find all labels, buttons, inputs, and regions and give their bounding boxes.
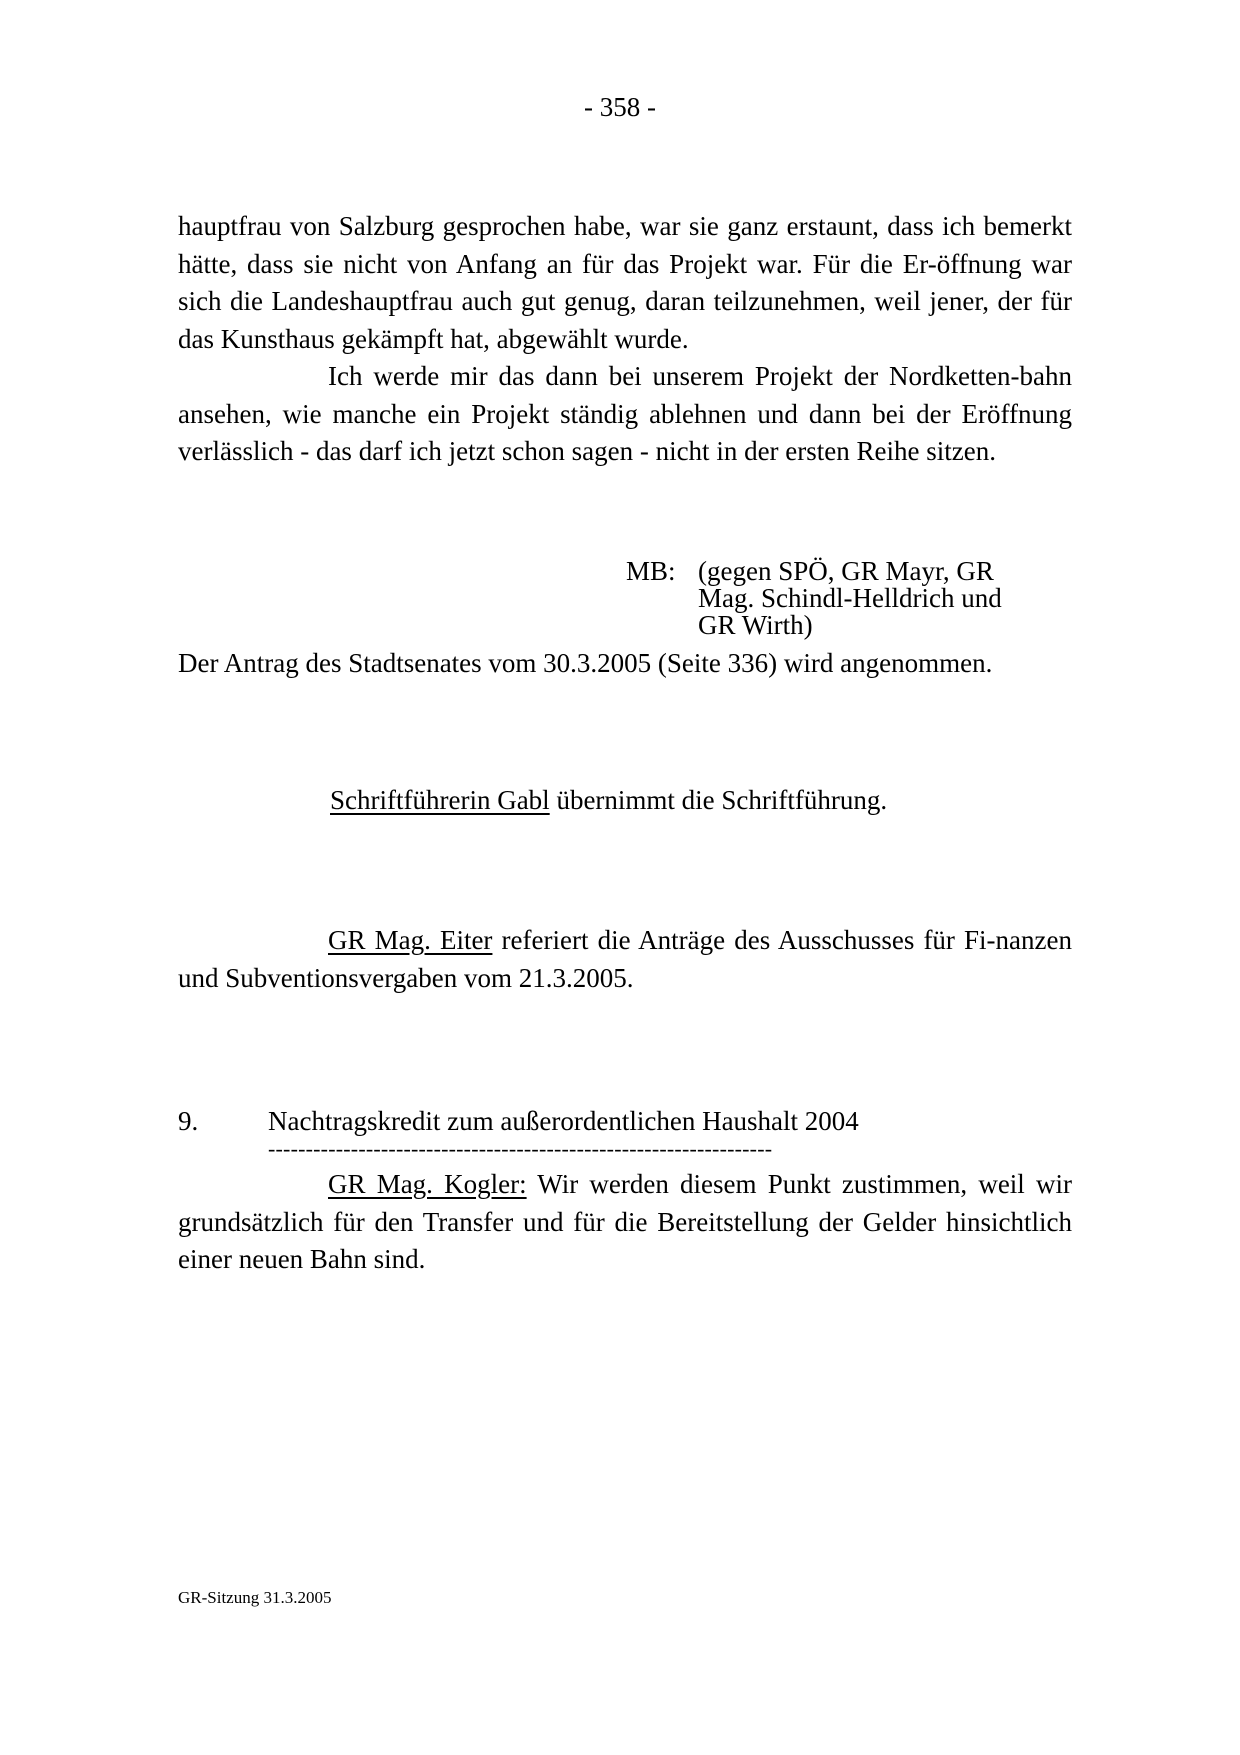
referent-text: referiert die Anträge des Ausschusses für Fi-nanzen und Subventionsvergaben vom 21.3.2005.	[178, 925, 1072, 993]
vote-line-3: GR Wirth)	[698, 610, 813, 640]
paragraph-continuation: hauptfrau von Salzburg gesprochen habe, war sie ganz erstaunt, dass ich bemerkt hätte, dass sie nicht von Anfang an für das Projekt war. Für die Er-öffnung war sich die Landeshauptfrau auch gut genug, daran teilzunehmen, weil jener, der für das Kunsthaus gekämpft hat, abgewählt wurde.	[178, 211, 1072, 354]
vote-label: MB:	[626, 556, 676, 586]
secretary-note	[330, 785, 887, 816]
resolution-text: Der Antrag des Stadtsenates vom 30.3.2005 (Seite 336) wird angenommen.	[178, 648, 993, 678]
paragraph-nordkettenbahn: Ich werde mir das dann bei unserem Projekt der Nordketten-bahn ansehen, wie manche ein Projekt ständig ablehnen und dann bei der Eröffnung verlässlich - das darf ich jetzt schon sagen - nicht in der ersten Reihe sitzen.	[178, 361, 1072, 466]
speaker-text: Wir werden diesem Punkt zustimmen, weil wir grundsätzlich für den Transfer und für die Bereitstellung der Gelder hinsichtlich einer neuen Bahn sind.	[178, 1169, 1072, 1274]
page-number: - 358 -	[584, 92, 656, 122]
page-footer: GR-Sitzung 31.3.2005	[178, 1588, 332, 1607]
speaker-statement	[178, 1166, 1072, 1279]
referent-note	[178, 922, 1072, 997]
agenda-item-rule: -------------------------------------------------------------------	[268, 1136, 773, 1161]
speaker-name: GR Mag. Kogler:	[328, 1169, 527, 1199]
vote-details	[698, 558, 1058, 639]
referent-name: GR Mag. Eiter	[328, 925, 493, 955]
secretary-name: Schriftführerin Gabl	[330, 785, 550, 815]
vote-line-1: (gegen SPÖ, GR Mayr, GR	[698, 556, 994, 586]
secretary-text: übernimmt die Schriftführung.	[549, 785, 888, 815]
agenda-item-number: 9.	[178, 1106, 199, 1136]
agenda-item-title: Nachtragskredit zum außerordentlichen Haushalt 2004	[268, 1106, 859, 1136]
vote-line-2: Mag. Schindl-Helldrich und	[698, 583, 1002, 613]
